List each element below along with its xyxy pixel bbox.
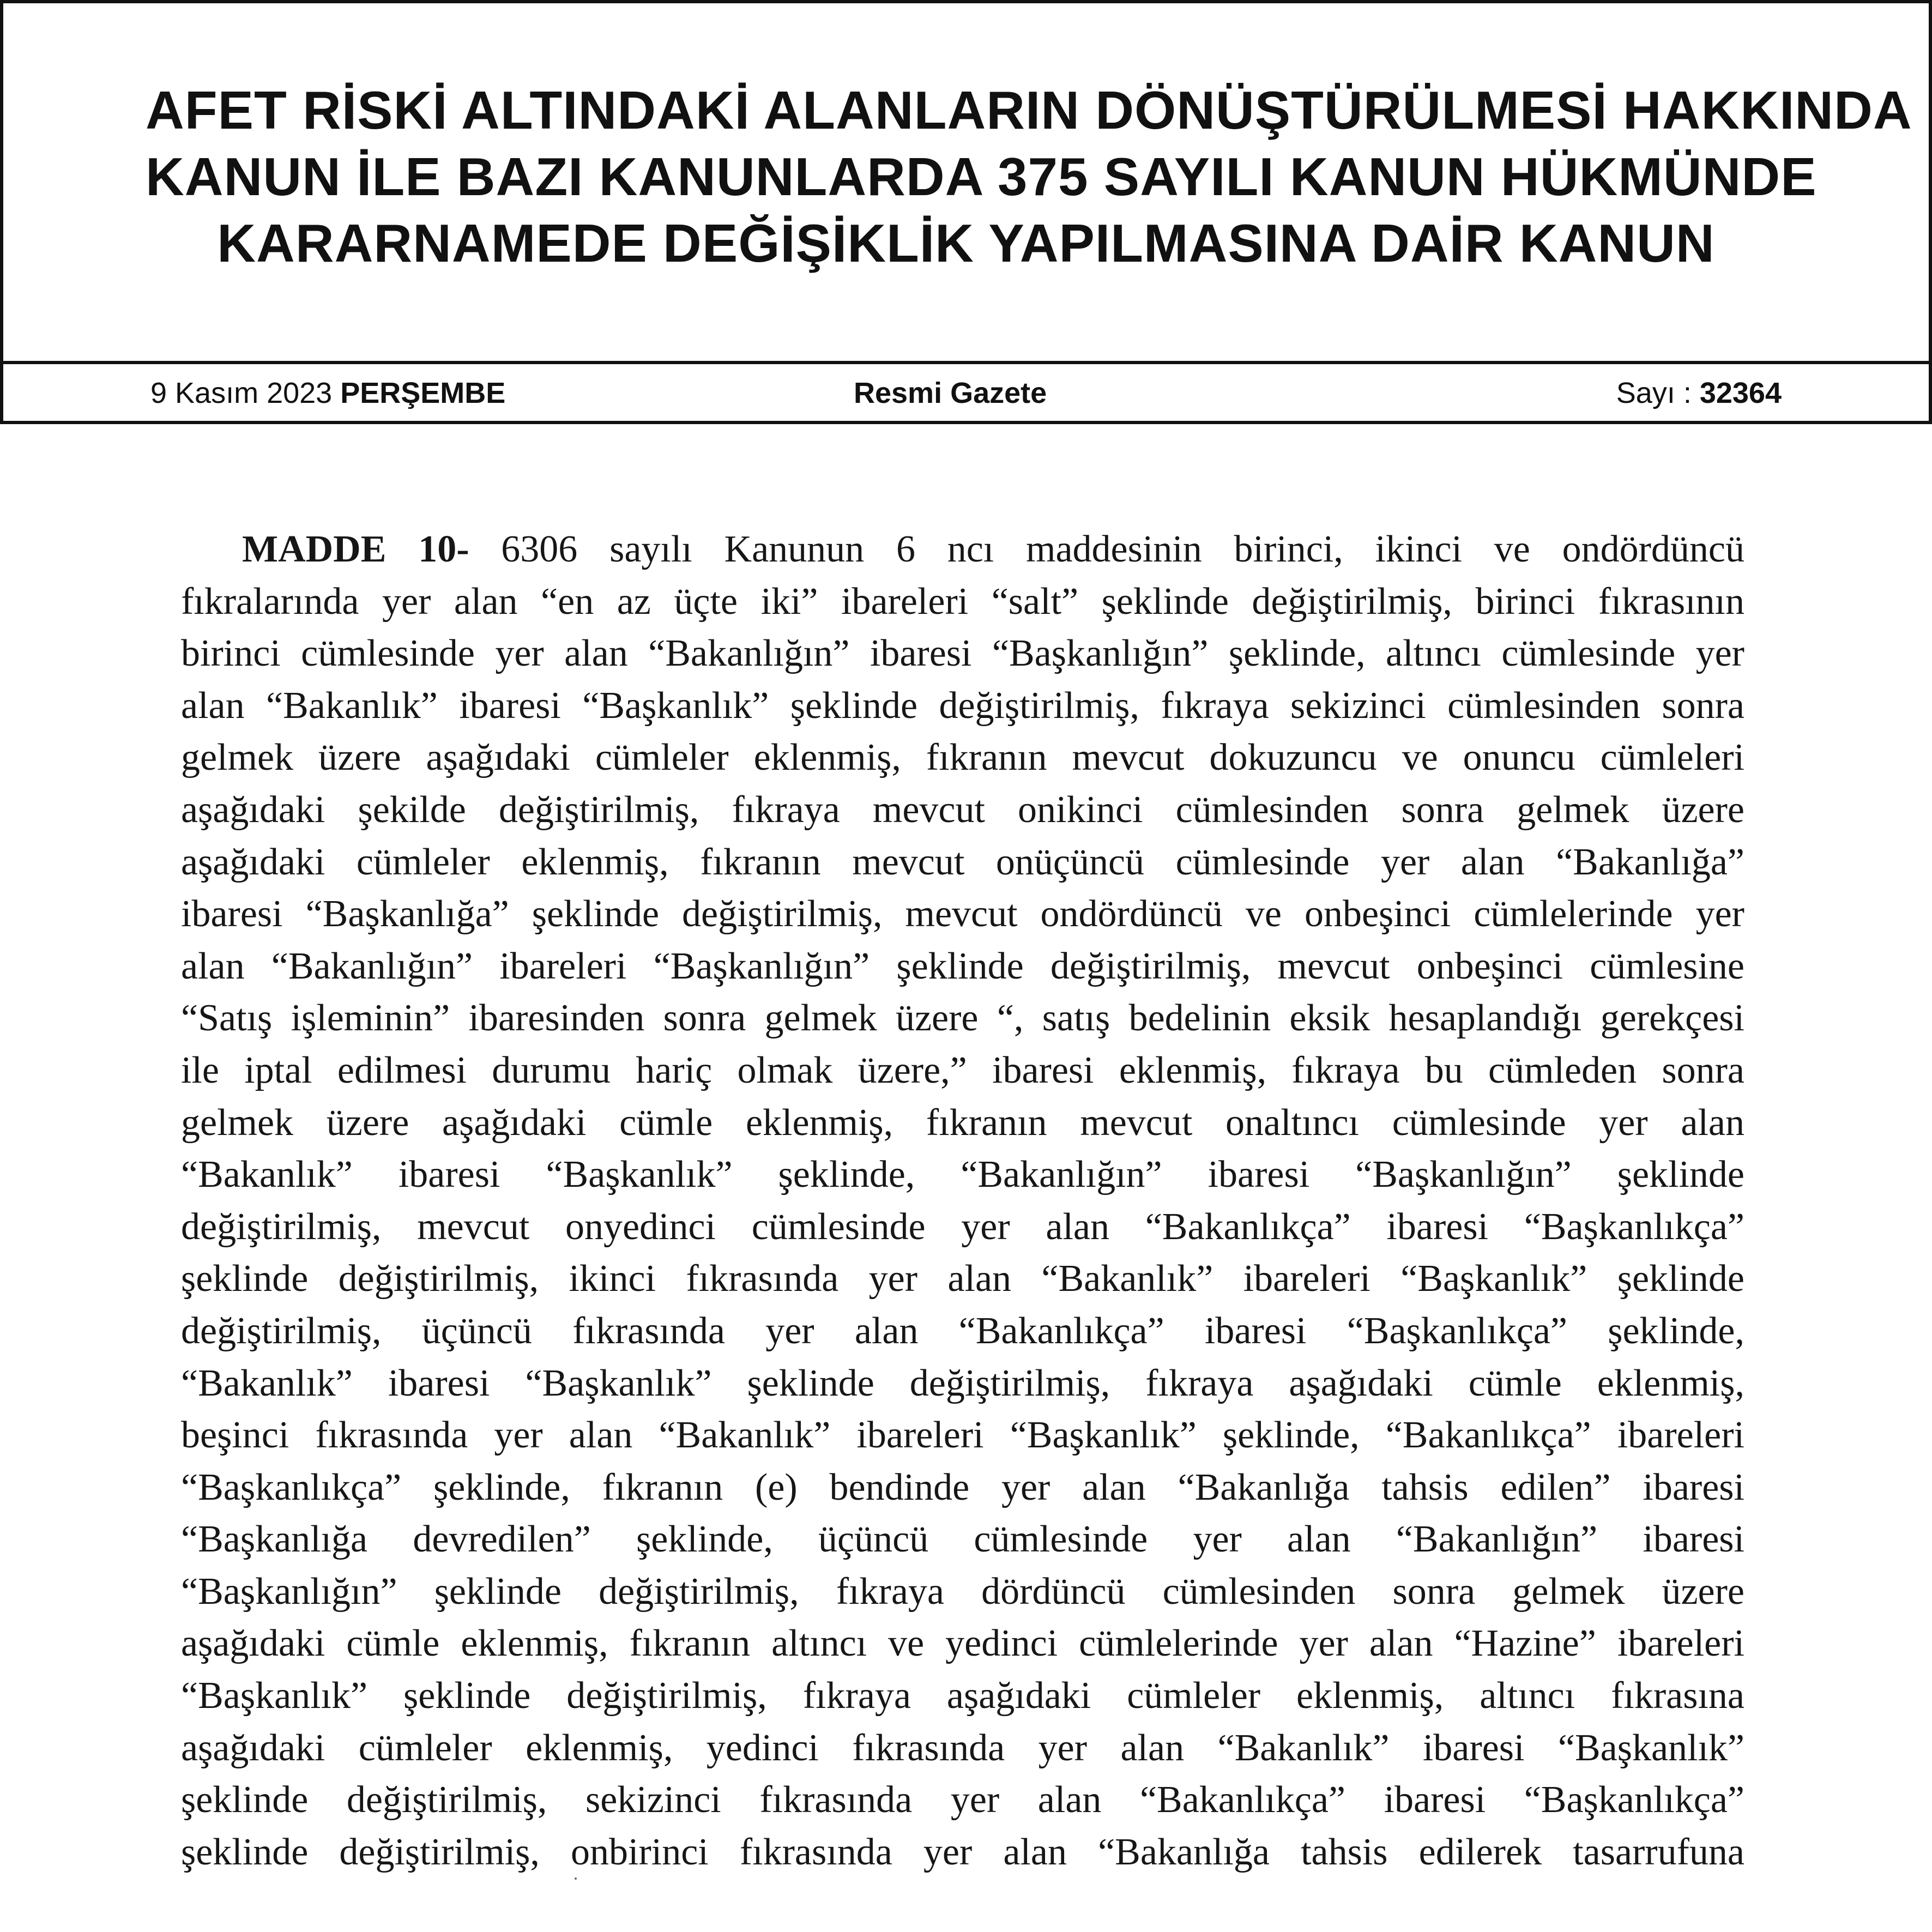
scan-speck	[575, 1877, 577, 1880]
law-title-line-1: AFET RİSKİ ALTINDAKİ ALANLARIN DÖNÜŞTÜRÜLMESİ HAKKINDA	[146, 80, 1912, 140]
article-line: alan “Bakanlık” ibaresi “Başkanlık” şeklinde değiştirilmiş, fıkraya sekizinci cümlesinden sonra	[181, 684, 1744, 727]
weekday: PERŞEMBE	[340, 377, 506, 409]
article-line: beşinci fıkrasında yer alan “Bakanlık” ibareleri “Başkanlık” şeklinde, “Bakanlıkça” ibareleri	[181, 1414, 1744, 1457]
article-line: birinci cümlesinde yer alan “Bakanlığın” ibaresi “Başkanlığın” şeklinde, altıncı cümlesinde yer	[181, 632, 1744, 675]
article-line: ile iptal edilmesi durumu hariç olmak üzere,” ibaresi eklenmiş, fıkraya bu cümleden sonra	[181, 1049, 1744, 1091]
article-line: şeklinde değiştirilmiş, ikinci fıkrasında yer alan “Bakanlık” ibareleri “Başkanlık” şeklinde	[181, 1258, 1744, 1300]
article-label: MADDE 10-	[242, 528, 469, 570]
article-line: “Satış işleminin” ibaresinden sonra gelmek üzere “, satış bedelinin eksik hesaplandığı gerekçesi	[181, 997, 1744, 1040]
article-line: “Başkanlığa devredilen” şeklinde, üçüncü cümlesinde yer alan “Bakanlığın” ibaresi	[181, 1518, 1744, 1561]
issue-value: 32364	[1699, 377, 1782, 409]
article-line: “Başkanlığın” şeklinde değiştirilmiş, fıkraya dördüncü cümlesinden sonra gelmek üzere	[181, 1570, 1744, 1613]
article-line: değiştirilmiş, üçüncü fıkrasında yer alan “Bakanlıkça” ibaresi “Başkanlıkça” şeklinde,	[181, 1309, 1744, 1352]
article-line: alan “Bakanlığın” ibareleri “Başkanlığın” şeklinde değiştirilmiş, mevcut onbeşinci cümlesine	[181, 945, 1744, 987]
issue-number	[1616, 376, 1782, 410]
article-line: değiştirilmiş, mevcut onyedinci cümlesinde yer alan “Bakanlıkça” ibaresi “Başkanlıkça”	[181, 1205, 1744, 1248]
article-line: şeklinde değiştirilmiş, onbirinci fıkrasında yer alan “Bakanlığa tahsis edilerek tasarrufuna	[181, 1831, 1744, 1873]
publication-name: Resmi Gazete	[854, 377, 1047, 409]
law-title-line-2: KANUN İLE BAZI KANUNLARDA 375 SAYILI KANUN HÜKMÜNDE	[146, 147, 1817, 207]
article-line: aşağıdaki cümleler eklenmiş, fıkranın mevcut onüçüncü cümlesinde yer alan “Bakanlığa”	[181, 841, 1744, 883]
article-line: “Bakanlık” ibaresi “Başkanlık” şeklinde, “Bakanlığın” ibaresi “Başkanlığın” şeklinde	[181, 1154, 1744, 1196]
article-line: fıkralarında yer alan “en az üçte iki” ibareleri “salt” şeklinde değiştirilmiş, birinci fıkrasının	[181, 580, 1744, 623]
article-line: “Başkanlıkça” şeklinde, fıkranın (e) bendinde yer alan “Bakanlığa tahsis edilen” ibaresi	[181, 1466, 1744, 1508]
article-line: “Bakanlık” ibaresi “Başkanlık” şeklinde değiştirilmiş, fıkraya aşağıdaki cümle eklenmiş,	[181, 1362, 1744, 1404]
publication-date	[150, 376, 505, 410]
article-line: ibaresi “Başkanlığa” şeklinde değiştirilmiş, mevcut ondördüncü ve onbeşinci cümlelerinde yer	[181, 893, 1744, 935]
article-line: gelmek üzere aşağıdaki cümle eklenmiş, fıkranın mevcut onaltıncı cümlesinde yer alan	[181, 1101, 1744, 1144]
article-line: aşağıdaki cümleler eklenmiş, yedinci fıkrasında yer alan “Bakanlık” ibaresi “Başkanlık”	[181, 1726, 1744, 1769]
date-text: 9 Kasım 2023	[150, 377, 341, 409]
article-line: gelmek üzere aşağıdaki cümleler eklenmiş, fıkranın mevcut dokuzuncu ve onuncu cümleleri	[181, 736, 1744, 779]
article-line: aşağıdaki cümle eklenmiş, fıkranın altıncı ve yedinci cümlelerinde yer alan “Hazine” ibareleri	[181, 1622, 1744, 1665]
article-first-line-text: 6306 sayılı Kanunun 6 ncı maddesinin birinci, ikinci ve ondördüncü	[469, 528, 1744, 570]
article-first-line	[181, 523, 1744, 576]
law-title-line-3: KARARNAMEDE DEĞİŞİKLİK YAPILMASINA DAİR KANUN	[217, 213, 1715, 273]
article-body	[181, 523, 1744, 1878]
article-line: aşağıdaki şekilde değiştirilmiş, fıkraya mevcut onikinci cümlesinden sonra gelmek üzere	[181, 788, 1744, 831]
article-line: “Başkanlık” şeklinde değiştirilmiş, fıkraya aşağıdaki cümleler eklenmiş, altıncı fıkrasına	[181, 1675, 1744, 1717]
title-box	[0, 0, 1932, 364]
issue-label: Sayı :	[1616, 377, 1700, 409]
publication-info-bar	[0, 361, 1932, 424]
article-line: şeklinde değiştirilmiş, sekizinci fıkrasında yer alan “Bakanlıkça” ibaresi “Başkanlıkça”	[181, 1779, 1744, 1821]
law-title	[146, 77, 1912, 276]
